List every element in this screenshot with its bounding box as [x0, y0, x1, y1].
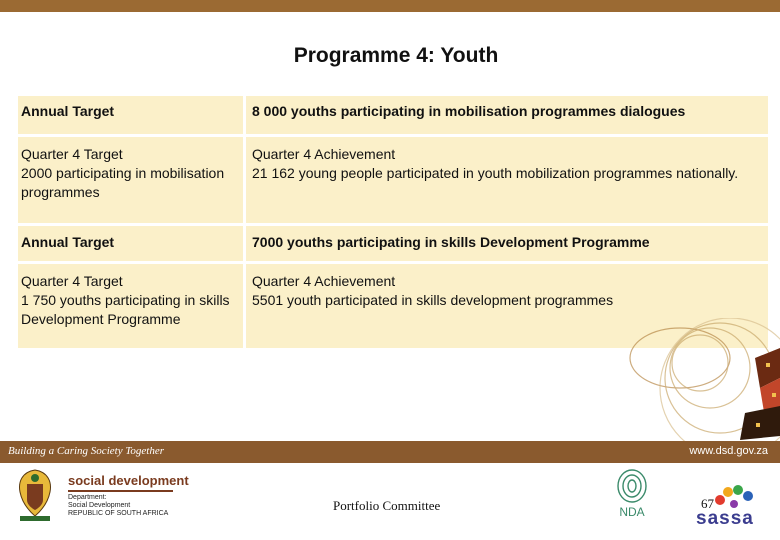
cell-body: 2000 participating in mobilisation programmes	[21, 165, 225, 200]
decorative-swirl-graphic	[560, 318, 780, 448]
targets-table	[18, 96, 768, 351]
cell-heading: 8 000 youths participating in mobilisation programmes dialogues	[252, 103, 686, 119]
website-link[interactable]: www.dsd.gov.za	[689, 445, 768, 457]
nda-logo	[610, 468, 654, 534]
cell-heading: Quarter 4 Achievement	[252, 273, 396, 289]
annual-target-value	[243, 96, 768, 134]
department-text	[68, 494, 168, 518]
table-row	[18, 226, 768, 261]
portfolio-committee-label: Portfolio Committee	[333, 498, 441, 513]
department-line: Social Development	[68, 502, 131, 509]
cell-heading: Quarter 4 Target	[21, 146, 123, 162]
cell-body: 21 162 young people participated in youth mobilization programmes nationally.	[252, 165, 739, 181]
annual-target-label	[18, 226, 243, 261]
annual-target-label	[18, 96, 243, 134]
cell-heading: Annual Target	[21, 103, 115, 119]
cell-heading: Annual Target	[21, 234, 115, 250]
annual-target-value	[243, 226, 768, 261]
quarter-target-cell	[18, 264, 243, 348]
coat-of-arms-icon	[12, 466, 58, 526]
cell-body: 1 750 youths participating in skills Development Programme	[21, 292, 230, 327]
page-title: Programme 4: Youth	[293, 44, 499, 67]
department-line: Department:	[68, 494, 107, 501]
cell-heading: 7000 youths participating in skills Development Programme	[252, 234, 650, 250]
social-development-logo: social development	[68, 473, 189, 488]
table-row	[18, 96, 768, 134]
table-row	[18, 137, 768, 223]
slogan: Building a Caring Society Together	[8, 445, 165, 457]
cell-body: 5501 youth participated in skills development programmes	[252, 292, 614, 308]
quarter-target-cell	[18, 137, 243, 223]
quarter-achievement-cell	[243, 137, 768, 223]
department-line: REPUBLIC OF SOUTH AFRICA	[68, 510, 169, 517]
cell-heading: Quarter 4 Achievement	[252, 146, 396, 162]
nda-label: NDA	[619, 505, 645, 519]
sassa-logo: sassa	[696, 508, 754, 529]
page-number: 67	[701, 496, 714, 511]
top-bar	[0, 0, 780, 12]
logo-divider	[68, 490, 173, 492]
cell-heading: Quarter 4 Target	[21, 273, 123, 289]
